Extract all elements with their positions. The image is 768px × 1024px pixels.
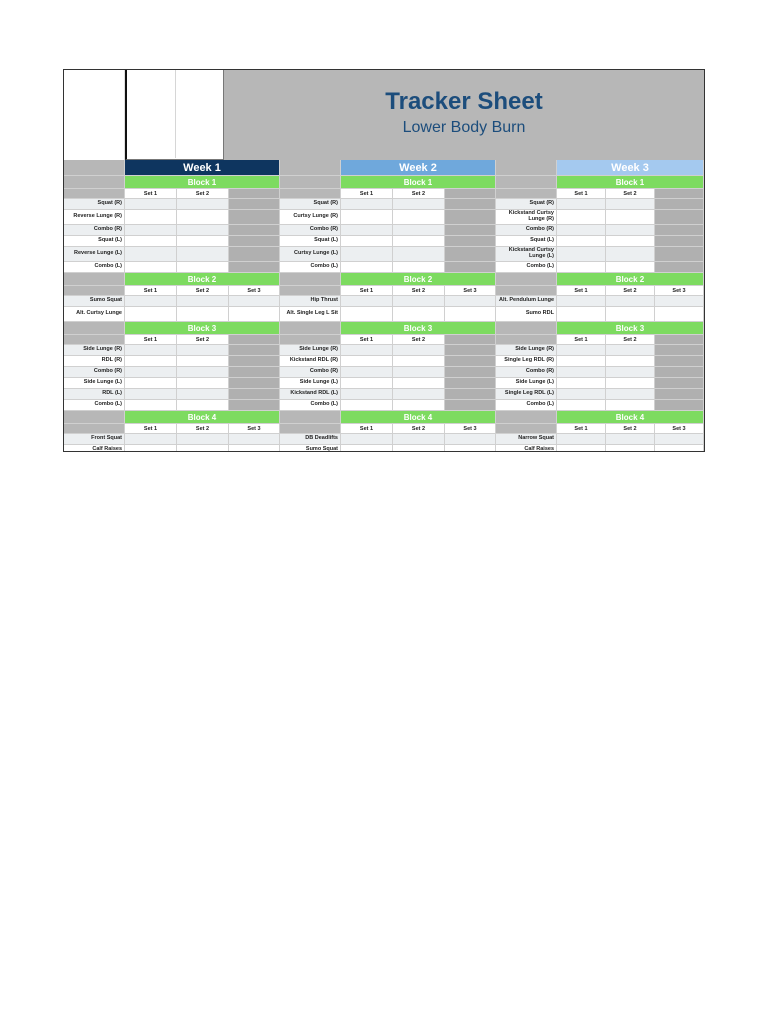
unused-set-column xyxy=(445,378,496,389)
exercise-label: Combo (R) xyxy=(64,225,125,236)
set-entry-cell[interactable] xyxy=(393,345,445,356)
set-entry-cell[interactable] xyxy=(557,445,606,452)
set-label-2: Set 2 xyxy=(177,424,229,434)
week-spacer xyxy=(496,160,557,176)
exercise-label: Side Lunge (R) xyxy=(496,345,557,356)
set-entry-cell[interactable] xyxy=(606,345,655,356)
set-entry-cell[interactable] xyxy=(341,345,393,356)
set-entry-cell[interactable] xyxy=(557,236,606,247)
set-label-1: Set 1 xyxy=(125,286,177,296)
set-entry-cell[interactable] xyxy=(606,367,655,378)
set-label-2: Set 2 xyxy=(606,189,655,199)
unused-set-column xyxy=(655,236,704,247)
set-entry-cell[interactable] xyxy=(125,378,177,389)
exercise-label: Calf Raises xyxy=(496,445,557,452)
exercise-label: Combo (L) xyxy=(280,262,341,273)
set-entry-cell[interactable] xyxy=(177,296,229,307)
set-label-2: Set 2 xyxy=(177,189,229,199)
unused-set-column xyxy=(229,225,280,236)
unused-set-column xyxy=(229,378,280,389)
set-label-1: Set 1 xyxy=(341,424,393,434)
week-spacer xyxy=(64,160,125,176)
unused-set-column xyxy=(655,356,704,367)
block-header: Block 3 xyxy=(341,322,496,335)
set-entry-cell[interactable] xyxy=(125,434,177,445)
exercise-label: Combo (L) xyxy=(64,400,125,411)
set-entry-cell[interactable] xyxy=(125,210,177,225)
set-entry-cell[interactable] xyxy=(341,210,393,225)
unused-set-column xyxy=(655,400,704,411)
set-label-2: Set 2 xyxy=(606,286,655,296)
set-entry-cell[interactable] xyxy=(341,307,393,322)
set-label-2: Set 2 xyxy=(177,335,229,345)
exercise-label: Combo (R) xyxy=(496,367,557,378)
set-entry-cell[interactable] xyxy=(125,400,177,411)
set-entry-cell[interactable] xyxy=(445,434,496,445)
set-entry-cell[interactable] xyxy=(445,307,496,322)
set-label-1: Set 1 xyxy=(557,286,606,296)
unused-set-column xyxy=(445,189,496,199)
set-entry-cell[interactable] xyxy=(393,367,445,378)
set-entry-cell[interactable] xyxy=(557,434,606,445)
block-header: Block 1 xyxy=(341,176,496,189)
set-label-spacer xyxy=(496,335,557,345)
unused-set-column xyxy=(655,335,704,345)
exercise-label: Front Squat xyxy=(64,434,125,445)
set-entry-cell[interactable] xyxy=(341,262,393,273)
exercise-label: Squat (R) xyxy=(496,199,557,210)
week-spacer xyxy=(280,160,341,176)
block-header: Block 3 xyxy=(557,322,704,335)
set-entry-cell[interactable] xyxy=(606,236,655,247)
set-entry-cell[interactable] xyxy=(606,389,655,400)
set-label-2: Set 2 xyxy=(606,424,655,434)
week-header-2: Week 2 xyxy=(341,160,496,176)
exercise-label: Combo (R) xyxy=(280,367,341,378)
set-entry-cell[interactable] xyxy=(341,378,393,389)
set-label-2: Set 2 xyxy=(177,286,229,296)
unused-set-column xyxy=(445,335,496,345)
set-entry-cell[interactable] xyxy=(125,199,177,210)
block-spacer xyxy=(496,273,557,286)
exercise-label: Single Leg RDL (R) xyxy=(496,356,557,367)
set-entry-cell[interactable] xyxy=(229,307,280,322)
set-entry-cell[interactable] xyxy=(177,262,229,273)
set-entry-cell[interactable] xyxy=(125,307,177,322)
set-entry-cell[interactable] xyxy=(341,247,393,262)
set-entry-cell[interactable] xyxy=(557,389,606,400)
tracker-spreadsheet xyxy=(63,69,705,452)
set-label-1: Set 1 xyxy=(125,335,177,345)
set-label-spacer xyxy=(496,424,557,434)
unused-set-column xyxy=(655,189,704,199)
set-entry-cell[interactable] xyxy=(125,296,177,307)
set-entry-cell[interactable] xyxy=(655,296,704,307)
set-entry-cell[interactable] xyxy=(655,307,704,322)
set-label-spacer xyxy=(280,424,341,434)
set-label-3: Set 3 xyxy=(229,424,280,434)
block-header: Block 3 xyxy=(125,322,280,335)
set-entry-cell[interactable] xyxy=(393,400,445,411)
set-entry-cell[interactable] xyxy=(177,247,229,262)
exercise-label: Single Leg RDL (L) xyxy=(496,389,557,400)
exercise-label: DB Deadlifts xyxy=(280,434,341,445)
exercise-label: Kickstand Curtsy Lunge (R) xyxy=(496,210,557,225)
block-spacer xyxy=(280,322,341,335)
exercise-label: Kickstand Curtsy Lunge (L) xyxy=(496,247,557,262)
unused-set-column xyxy=(229,262,280,273)
set-entry-cell[interactable] xyxy=(341,225,393,236)
exercise-label: Combo (L) xyxy=(280,400,341,411)
set-entry-cell[interactable] xyxy=(177,307,229,322)
block-header: Block 2 xyxy=(557,273,704,286)
set-entry-cell[interactable] xyxy=(125,445,177,452)
set-label-spacer xyxy=(496,189,557,199)
unused-set-column xyxy=(655,247,704,262)
block-spacer xyxy=(496,411,557,424)
set-entry-cell[interactable] xyxy=(177,389,229,400)
set-entry-cell[interactable] xyxy=(393,210,445,225)
exercise-label: Side Lunge (R) xyxy=(64,345,125,356)
set-entry-cell[interactable] xyxy=(177,199,229,210)
set-label-spacer xyxy=(496,286,557,296)
set-entry-cell[interactable] xyxy=(393,356,445,367)
set-label-3: Set 3 xyxy=(229,286,280,296)
set-label-1: Set 1 xyxy=(557,335,606,345)
set-label-2: Set 2 xyxy=(393,286,445,296)
exercise-label: Sumo Squat xyxy=(280,445,341,452)
set-label-1: Set 1 xyxy=(341,189,393,199)
block-spacer xyxy=(280,273,341,286)
set-label-spacer xyxy=(64,424,125,434)
set-entry-cell[interactable] xyxy=(393,378,445,389)
set-entry-cell[interactable] xyxy=(341,199,393,210)
page-title: Tracker Sheet xyxy=(385,88,543,115)
set-label-2: Set 2 xyxy=(393,424,445,434)
set-entry-cell[interactable] xyxy=(393,247,445,262)
set-entry-cell[interactable] xyxy=(177,210,229,225)
set-entry-cell[interactable] xyxy=(393,199,445,210)
exercise-label: Squat (L) xyxy=(496,236,557,247)
set-entry-cell[interactable] xyxy=(125,389,177,400)
set-entry-cell[interactable] xyxy=(606,445,655,452)
unused-set-column xyxy=(655,210,704,225)
set-entry-cell[interactable] xyxy=(557,400,606,411)
set-label-spacer xyxy=(64,189,125,199)
set-entry-cell[interactable] xyxy=(341,389,393,400)
set-label-2: Set 2 xyxy=(606,335,655,345)
exercise-label: Side Lunge (R) xyxy=(280,345,341,356)
set-entry-cell[interactable] xyxy=(177,225,229,236)
week-header-1: Week 1 xyxy=(125,160,280,176)
set-label-spacer xyxy=(280,335,341,345)
unused-set-column xyxy=(445,262,496,273)
set-label-1: Set 1 xyxy=(341,335,393,345)
set-entry-cell[interactable] xyxy=(341,400,393,411)
block-spacer xyxy=(64,322,125,335)
exercise-label: Kickstand RDL (L) xyxy=(280,389,341,400)
set-label-2: Set 2 xyxy=(393,189,445,199)
set-entry-cell[interactable] xyxy=(393,225,445,236)
set-entry-cell[interactable] xyxy=(557,356,606,367)
unused-set-column xyxy=(445,345,496,356)
set-label-3: Set 3 xyxy=(445,424,496,434)
set-entry-cell[interactable] xyxy=(606,400,655,411)
exercise-label: Hip Thrust xyxy=(280,296,341,307)
set-entry-cell[interactable] xyxy=(606,434,655,445)
unused-set-column xyxy=(655,225,704,236)
unused-set-column xyxy=(445,400,496,411)
set-label-spacer xyxy=(64,335,125,345)
set-entry-cell[interactable] xyxy=(125,345,177,356)
set-entry-cell[interactable] xyxy=(606,210,655,225)
set-entry-cell[interactable] xyxy=(393,389,445,400)
unused-set-column xyxy=(445,247,496,262)
set-entry-cell[interactable] xyxy=(606,247,655,262)
set-entry-cell[interactable] xyxy=(606,307,655,322)
exercise-label: Side Lunge (L) xyxy=(280,378,341,389)
set-entry-cell[interactable] xyxy=(557,247,606,262)
exercise-label: Squat (R) xyxy=(280,199,341,210)
set-entry-cell[interactable] xyxy=(557,225,606,236)
block-spacer xyxy=(64,411,125,424)
set-entry-cell[interactable] xyxy=(655,445,704,452)
unused-set-column xyxy=(229,210,280,225)
unused-set-column xyxy=(229,189,280,199)
exercise-label: Squat (R) xyxy=(64,199,125,210)
unused-set-column xyxy=(655,389,704,400)
unused-set-column xyxy=(229,356,280,367)
unused-set-column xyxy=(445,367,496,378)
set-entry-cell[interactable] xyxy=(341,236,393,247)
set-entry-cell[interactable] xyxy=(125,236,177,247)
exercise-label: Reverse Lunge (R) xyxy=(64,210,125,225)
set-entry-cell[interactable] xyxy=(177,378,229,389)
unused-set-column xyxy=(229,345,280,356)
set-label-1: Set 1 xyxy=(557,424,606,434)
unused-set-column xyxy=(445,225,496,236)
exercise-label: Kickstand RDL (R) xyxy=(280,356,341,367)
set-entry-cell[interactable] xyxy=(341,356,393,367)
unused-set-column xyxy=(655,262,704,273)
block-header: Block 2 xyxy=(125,273,280,286)
unused-set-column xyxy=(229,335,280,345)
unused-set-column xyxy=(445,210,496,225)
exercise-label: RDL (L) xyxy=(64,389,125,400)
set-entry-cell[interactable] xyxy=(557,345,606,356)
unused-set-column xyxy=(229,199,280,210)
exercise-label: Sumo Squat xyxy=(64,296,125,307)
set-entry-cell[interactable] xyxy=(229,296,280,307)
set-entry-cell[interactable] xyxy=(125,225,177,236)
exercise-label: Combo (L) xyxy=(496,262,557,273)
header-blank-cell xyxy=(64,70,125,160)
set-entry-cell[interactable] xyxy=(393,445,445,452)
set-label-1: Set 1 xyxy=(125,424,177,434)
set-entry-cell[interactable] xyxy=(557,378,606,389)
unused-set-column xyxy=(655,345,704,356)
unused-set-column xyxy=(655,199,704,210)
set-entry-cell[interactable] xyxy=(557,210,606,225)
header-empty-box xyxy=(125,70,224,160)
set-entry-cell[interactable] xyxy=(557,296,606,307)
exercise-label: Combo (R) xyxy=(280,225,341,236)
exercise-label: Curtsy Lunge (R) xyxy=(280,210,341,225)
exercise-label: Side Lunge (L) xyxy=(496,378,557,389)
set-entry-cell[interactable] xyxy=(557,307,606,322)
unused-set-column xyxy=(229,367,280,378)
set-label-1: Set 1 xyxy=(125,189,177,199)
exercise-label: Combo (R) xyxy=(64,367,125,378)
page-subtitle: Lower Body Burn xyxy=(402,119,526,136)
set-label-spacer xyxy=(64,286,125,296)
unused-set-column xyxy=(229,389,280,400)
set-entry-cell[interactable] xyxy=(557,262,606,273)
block-spacer xyxy=(64,273,125,286)
set-entry-cell[interactable] xyxy=(393,307,445,322)
exercise-label: Narrow Squat xyxy=(496,434,557,445)
exercise-label: Reverse Lunge (L) xyxy=(64,247,125,262)
set-entry-cell[interactable] xyxy=(125,262,177,273)
exercise-label: Sumo RDL xyxy=(496,307,557,322)
set-entry-cell[interactable] xyxy=(177,367,229,378)
unused-set-column xyxy=(445,356,496,367)
block-header: Block 4 xyxy=(125,411,280,424)
set-entry-cell[interactable] xyxy=(229,445,280,452)
set-entry-cell[interactable] xyxy=(341,445,393,452)
unused-set-column xyxy=(655,378,704,389)
block-header: Block 4 xyxy=(557,411,704,424)
set-entry-cell[interactable] xyxy=(606,199,655,210)
block-spacer xyxy=(280,176,341,189)
exercise-label: Calf Raises xyxy=(64,445,125,452)
exercise-label: Combo (L) xyxy=(64,262,125,273)
block-spacer xyxy=(496,322,557,335)
set-label-1: Set 1 xyxy=(341,286,393,296)
set-entry-cell[interactable] xyxy=(445,445,496,452)
set-entry-cell[interactable] xyxy=(557,199,606,210)
exercise-label: Curtsy Lunge (L) xyxy=(280,247,341,262)
exercise-label: RDL (R) xyxy=(64,356,125,367)
exercise-label: Side Lunge (L) xyxy=(64,378,125,389)
unused-set-column xyxy=(655,367,704,378)
week-header-3: Week 3 xyxy=(557,160,704,176)
exercise-label: Squat (L) xyxy=(64,236,125,247)
set-entry-cell[interactable] xyxy=(606,356,655,367)
set-label-3: Set 3 xyxy=(655,286,704,296)
set-entry-cell[interactable] xyxy=(125,247,177,262)
set-entry-cell[interactable] xyxy=(393,434,445,445)
set-entry-cell[interactable] xyxy=(393,296,445,307)
exercise-label: Combo (R) xyxy=(496,225,557,236)
set-entry-cell[interactable] xyxy=(606,225,655,236)
set-entry-cell[interactable] xyxy=(655,434,704,445)
exercise-label: Alt. Curtsy Lunge xyxy=(64,307,125,322)
set-entry-cell[interactable] xyxy=(341,296,393,307)
block-header: Block 4 xyxy=(341,411,496,424)
set-entry-cell[interactable] xyxy=(445,296,496,307)
unused-set-column xyxy=(229,236,280,247)
set-entry-cell[interactable] xyxy=(557,367,606,378)
set-label-3: Set 3 xyxy=(655,424,704,434)
set-entry-cell[interactable] xyxy=(177,400,229,411)
set-entry-cell[interactable] xyxy=(125,356,177,367)
set-label-1: Set 1 xyxy=(557,189,606,199)
block-header: Block 2 xyxy=(341,273,496,286)
block-header: Block 1 xyxy=(557,176,704,189)
set-entry-cell[interactable] xyxy=(393,236,445,247)
exercise-label: Alt. Pendulum Lunge xyxy=(496,296,557,307)
set-entry-cell[interactable] xyxy=(177,434,229,445)
set-label-2: Set 2 xyxy=(393,335,445,345)
set-entry-cell[interactable] xyxy=(177,236,229,247)
set-entry-cell[interactable] xyxy=(606,378,655,389)
set-entry-cell[interactable] xyxy=(341,367,393,378)
set-entry-cell[interactable] xyxy=(606,262,655,273)
set-entry-cell[interactable] xyxy=(606,296,655,307)
set-entry-cell[interactable] xyxy=(229,434,280,445)
unused-set-column xyxy=(229,400,280,411)
unused-set-column xyxy=(445,199,496,210)
set-label-3: Set 3 xyxy=(445,286,496,296)
block-spacer xyxy=(64,176,125,189)
exercise-label: Alt. Single Leg L Sit xyxy=(280,307,341,322)
set-entry-cell[interactable] xyxy=(177,445,229,452)
set-label-spacer xyxy=(280,189,341,199)
set-entry-cell[interactable] xyxy=(393,262,445,273)
set-entry-cell[interactable] xyxy=(341,434,393,445)
unused-set-column xyxy=(445,389,496,400)
set-entry-cell[interactable] xyxy=(177,345,229,356)
set-entry-cell[interactable] xyxy=(177,356,229,367)
exercise-label: Combo (L) xyxy=(496,400,557,411)
block-spacer xyxy=(280,411,341,424)
set-entry-cell[interactable] xyxy=(125,367,177,378)
exercise-label: Squat (L) xyxy=(280,236,341,247)
block-spacer xyxy=(496,176,557,189)
set-label-spacer xyxy=(280,286,341,296)
unused-set-column xyxy=(229,247,280,262)
unused-set-column xyxy=(445,236,496,247)
block-header: Block 1 xyxy=(125,176,280,189)
